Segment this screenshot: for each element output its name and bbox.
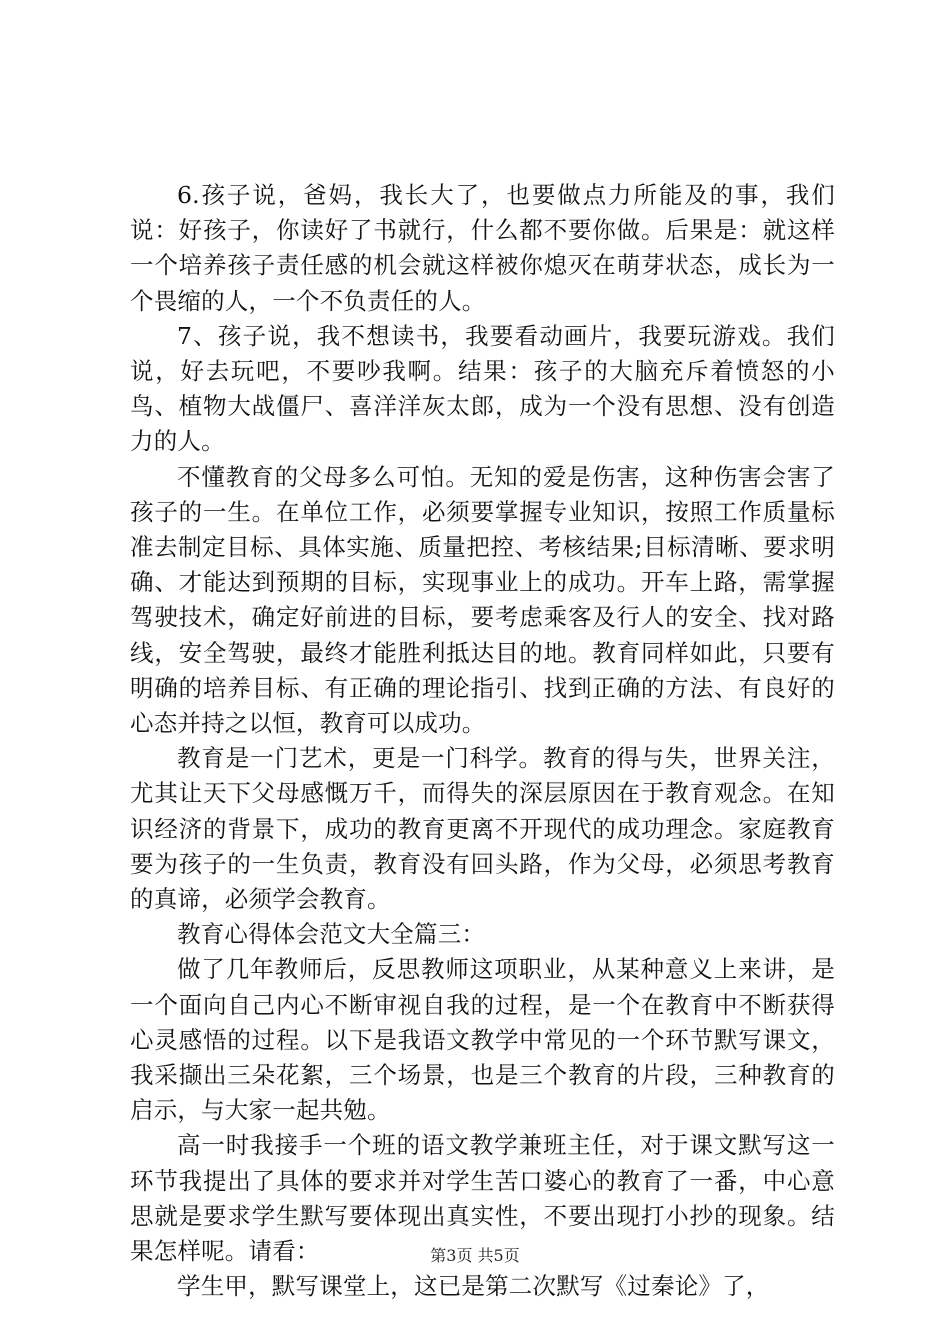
paragraph-7: 7、孩子说，我不想读书，我要看动画片，我要玩游戏。我们说，好去玩吧，不要吵我啊。结果：孩子的大脑充斥着愤怒的小鸟、植物大战僵尸、喜洋洋灰太郎，成为一个没有思想、没有创造力的人。 (130, 321, 835, 456)
paragraph-student-a: 学生甲，默写课堂上，这已是第二次默写《过秦论》了， (177, 1272, 770, 1301)
section-heading: 教育心得体会范文大全篇三： (177, 920, 486, 949)
paragraph-class-dictation: 高一时我接手一个班的语文教学兼班主任，对于课文默写这一环节我提出了具体的要求并对学生苦口婆心的教育了一番，中心意思就是要求学生默写要体现出真实性，不要出现打小抄的现象。结果怎样呢。请看： (130, 1131, 835, 1266)
paragraph-education-art: 教育是一门艺术，更是一门科学。教育的得与失，世界关注，尤其让天下父母感慨万千，而得失的深层原因在于教育观念。在知识经济的背景下，成功的教育更离不开现代的成功理念。家庭教育要为孩子的一生负责，教育没有回头路，作为父母，必须思考教育的真谛，必须学会教育。 (130, 744, 835, 914)
page-footer: 第3页 共5页 (430, 1246, 520, 1265)
paragraph-ignorant-parents: 不懂教育的父母多么可怕。无知的爱是伤害，这种伤害会害了孩子的一生。在单位工作，必须要掌握专业知识，按照工作质量标准去制定目标、具体实施、质量把控、考核结果;目标清晰、要求明确、才能达到预期的目标，实现事业上的成功。开车上路，需掌握驾驶技术，确定好前进的目标，要考虑乘客及行人的安全、找对路线，安全驾驶，最终才能胜利抵达目的地。教育同样如此，只要有明确的培养目标、有正确的理论指引、找到正确的方法、有良好的心态并持之以恒，教育可以成功。 (130, 462, 835, 738)
document-body (130, 178, 835, 1305)
paragraph-6: 6.孩子说，爸妈，我长大了，也要做点力所能及的事，我们说：好孩子，你读好了书就行，什么都不要你做。后果是：就这样一个培养孩子责任感的机会就这样被你熄灭在萌芽状态，成长为一个畏缩的人，一个不负责任的人。 (130, 181, 835, 315)
paragraph-teacher-reflection: 做了几年教师后，反思教师这项职业，从某种意义上来讲，是一个面向自己内心不断审视自我的过程，是一个在教育中不断获得心灵感悟的过程。以下是我语文教学中常见的一个环节默写课文，我采撷出三朵花絮，三个场景，也是三个教育的片段，三种教育的启示，与大家一起共勉。 (130, 955, 835, 1125)
